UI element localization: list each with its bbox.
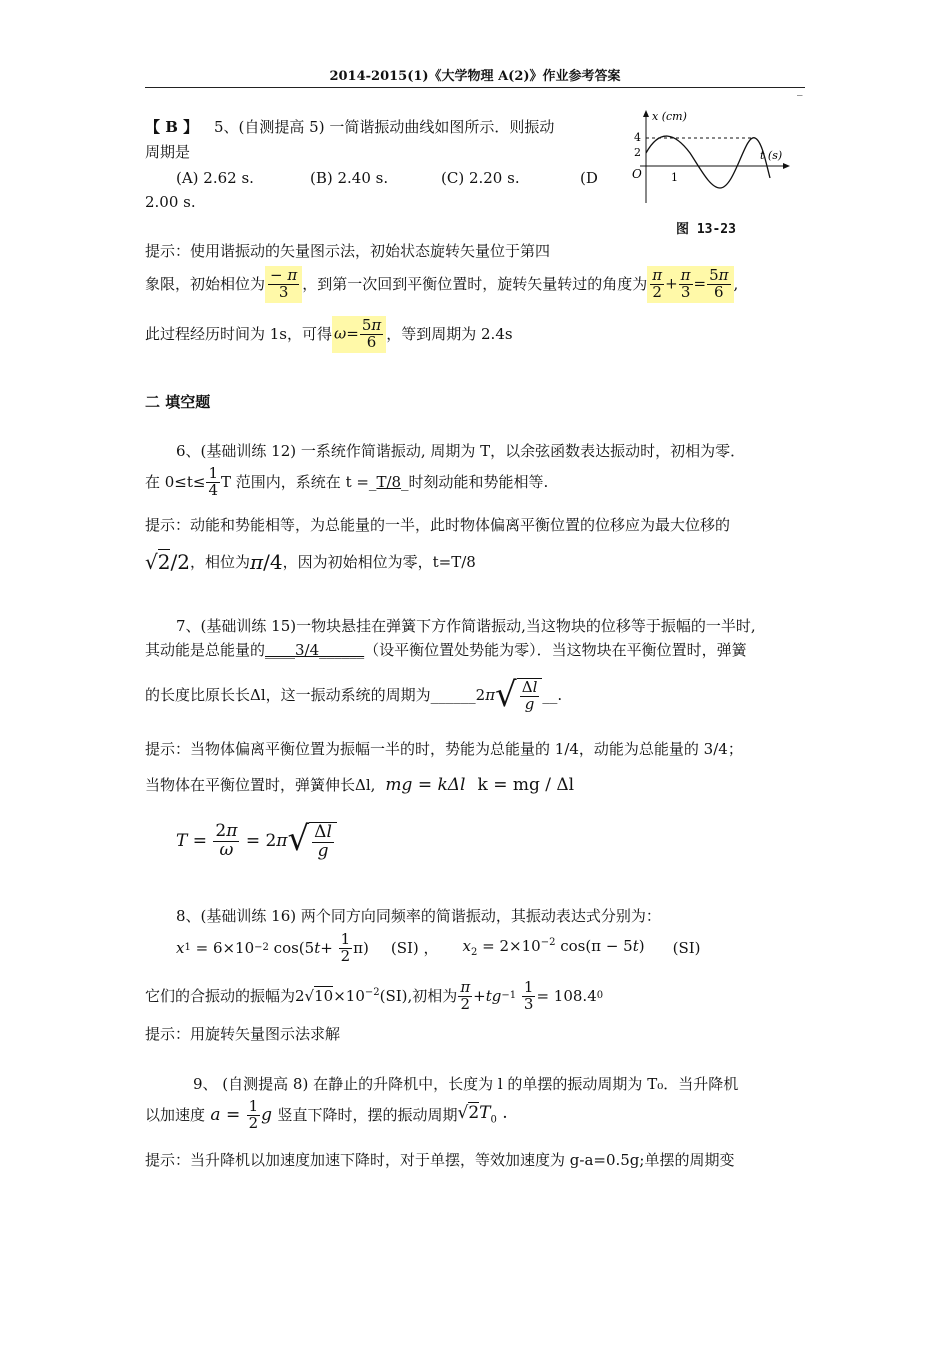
q7-line3-a: 的长度比原长长Δl，这一振动系统的周期为 [145, 685, 431, 704]
figure-caption: 图 13-23 [676, 222, 736, 237]
initial-phase-formula: $\frac{- \pi}{3}$ [265, 266, 302, 303]
q6-hint-line2-b: ，因为初始相位为零，t=T/8 [282, 552, 476, 571]
q6-hint-line2-a: ，相位为 [189, 552, 250, 571]
q7-line3 [145, 675, 563, 715]
figure-y-label: x (cm) [652, 110, 687, 123]
q7-answer1: ____3/4______ [265, 641, 365, 659]
figure-tick-x1: 1 [671, 171, 678, 184]
q5-text-line2: 周期是 [145, 143, 191, 161]
q8-line3-c: = 108.4 [536, 986, 597, 1005]
q5-hint-line3-b: ，等到周期为 2.4s [386, 324, 513, 343]
q9-line1: 9、 (自测提高 8) 在静止的升降机中，长度为 l 的单摆的振动周期为 T₀．当升降机 [193, 1075, 739, 1093]
q6-line1: 6、(基础训练 12) 一系统作简谐振动, 周期为 T，以余弦函数表达振动时，初相为零． [176, 442, 746, 460]
figure-x-arrow [783, 163, 790, 169]
initial-phase-result: $\frac{\pi}{2}$ + tg −1 $\frac{1}{3}$ [460, 978, 534, 1013]
header-dash: _ [797, 83, 803, 96]
omega-formula: ω= $\frac{5\pi}{6}$ [332, 316, 386, 353]
q9-line2 [145, 1099, 508, 1132]
figure-x-label: t (s) [760, 149, 783, 162]
q7-line2-a: 其动能是总能量的 [145, 641, 266, 659]
resultant-amplitude: $2√10\times 10^{-2}$ [295, 987, 380, 1006]
phase-pi-over-4: π/4 [249, 550, 283, 574]
section-title-fill-in: 二 填空题 [145, 393, 211, 411]
q8-si1: (SI) ， [390, 938, 439, 957]
q5-hint-line2: 象限，初始相位为 $\frac{- \pi}{3}$ ，到第一次回到平衡位置时，旋转矢量转过的角度为 $\frac{\pi}{2}$ + $\frac{\pi}{3}$ = $\frac{5\pi}{6}$ , [145, 266, 739, 301]
q8-line3-b: (SI),初相为 [379, 986, 458, 1005]
q8-hint: 提示：用旋转矢量图示法求解 [145, 1025, 341, 1043]
equation-x2: $x_2 = 2\times 10^{-2}$ cos(π − 5t) [462, 937, 645, 959]
quarter-fraction: $\frac{1}{4}$ [208, 464, 219, 499]
q6-hint-line2 [145, 552, 476, 572]
figure-y-arrow [643, 110, 649, 117]
q5-option-d: (D [580, 169, 598, 187]
q5-hint-line3-a: 此过程经历时间为 1s，可得 [145, 324, 333, 343]
q8-equations [176, 932, 701, 965]
period-formula-answer: 2 π √ $\frac{\Delta l}{g}$ [476, 678, 543, 713]
q5-option-b: (B) 2.40 s. [310, 169, 389, 187]
q7-hint-line2 [145, 777, 574, 794]
acceleration-formula: a = $\frac{1}{2}$ g [210, 1097, 273, 1132]
q5-hint-line2-b: ，到第一次回到平衡位置时，旋转矢量转过的角度为 [302, 274, 648, 293]
page-header-title: 2014-2015(1)《大学物理 A(2)》作业参考答案 [329, 69, 621, 84]
q7-hint-line2-text: 当物体在平衡位置时，弹簧伸长Δl, [145, 776, 376, 794]
formula-mg-kdl: mg = kΔl [385, 775, 466, 795]
figure-tick-y4: 4 [634, 131, 641, 144]
q7-line2-b: （设平衡位置处势能为零）．当这物块在平衡位置时，弹簧 [364, 641, 747, 659]
q6-line2-c: _时刻动能和势能相等. [401, 472, 549, 491]
formula-k: k = mg / Δl [477, 775, 575, 795]
q5-hint-line1: 提示：使用谐振动的矢量图示法，初始状态旋转矢量位于第四 [145, 242, 551, 260]
new-period-formula: $√2T_0$ . [457, 1103, 508, 1126]
q8-si2: (SI) [672, 938, 701, 957]
figure-origin: O [632, 167, 642, 181]
q6-hint-line1: 提示：动能和势能相等，为总能量的一半，此时物体偏离平衡位置的位移应为最大位移的 [145, 516, 731, 534]
figure-tick-y2: 2 [634, 146, 641, 159]
q6-line2-b: T 范围内，系统在 t =_ [221, 472, 377, 491]
q7-line2 [145, 643, 747, 658]
q5-option-a: (A) 2.62 s. [176, 169, 254, 187]
q6-line2 [145, 466, 548, 499]
q8-line3: 它们的合振动的振幅为 $2√10\times 10^{-2}$ (SI),初相为 $\frac{\pi}{2}$ + tg −1 $\frac{1}{3}$ = 108.4 0 [145, 978, 604, 1013]
q7-line1: 7、(基础训练 15)一物块悬挂在弹簧下方作简谐振动,当这物块的位移等于振幅的一半时, [176, 617, 756, 635]
q7-hint-line1: 提示：当物体偏离平衡位置为振幅一半的时，势能为总能量的 1/4，动能为总能量的 3/4； [145, 740, 743, 758]
figure-curve [646, 136, 770, 188]
q8-line1: 8、(基础训练 16) 两个同方向同频率的简谐振动，其振动表达式分别为： [176, 907, 661, 925]
q5-option-c: (C) 2.20 s. [441, 169, 520, 187]
q7-period-derivation: T = $\frac{2\pi}{\omega}$ = 2 π √ $\frac{\Delta l}{g}$ [176, 822, 337, 861]
q5-answer: 【 B 】 [145, 118, 199, 136]
q7-blank-after: __. [542, 685, 563, 704]
q8-line3-a: 它们的合振动的振幅为 [145, 986, 296, 1005]
header-rule [145, 87, 805, 88]
equation-x1: x 1 = 6×10 −2 cos(5 t + $\frac{1}{2}$ π) [176, 930, 369, 965]
q7-blank-before: ______ [430, 685, 476, 704]
q5-hint-line2-a: 象限，初始相位为 [145, 274, 266, 293]
q9-line2-a: 以加速度 [145, 1105, 206, 1124]
rotation-angle-formula: $\frac{\pi}{2}$ + $\frac{\pi}{3}$ = $\frac{5\pi}{6}$ [647, 266, 733, 303]
q9-hint: 提示：当升降机以加速度加速下降时，对于单摆，等效加速度为 g-a=0.5g;单摆的周期变 [145, 1151, 735, 1169]
q5-hint-line3 [145, 316, 513, 353]
q6-answer: T/8 [376, 472, 402, 491]
sqrt2-over-2: √2/2 [145, 550, 190, 574]
q9-line2-b: 竖直下降时，摆的振动周期 [277, 1105, 458, 1124]
q6-line2-a: 在 0≤t≤ [145, 472, 206, 491]
oscillation-figure [620, 108, 795, 208]
q5-text-line1: 5、(自测提高 5) 一简谐振动曲线如图所示．则振动 [214, 118, 555, 136]
q5-option-d-value: 2.00 s. [145, 193, 196, 211]
